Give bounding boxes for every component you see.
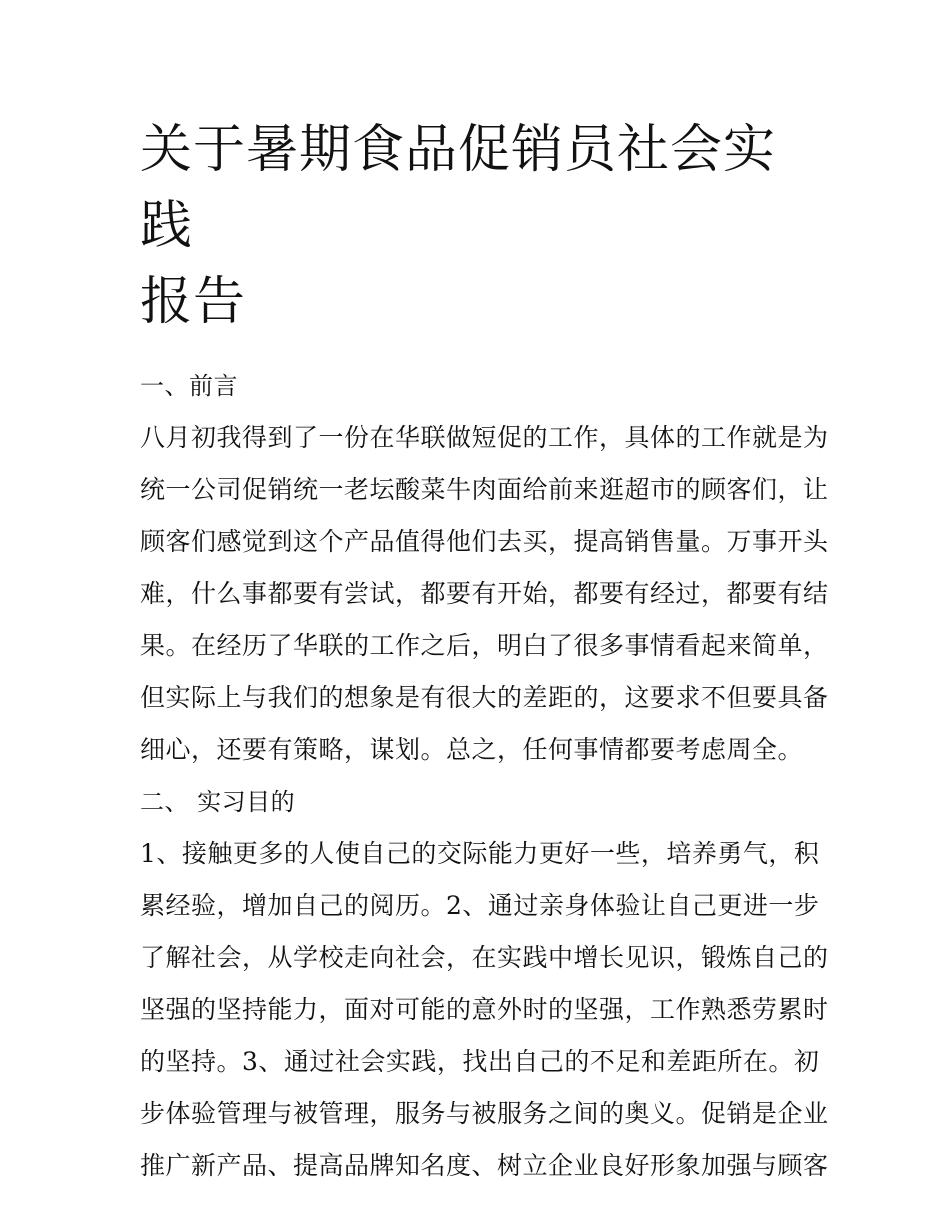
section-preface-body [140,412,829,776]
title-line-2: 报告 [140,272,247,332]
paragraph-line: 但实际上与我们的想象是有很大的差距的，这要求不但要具备 [140,683,829,712]
section-heading-preface: 一、前言 [140,372,238,400]
paragraph-line: 推广新产品、提高品牌知名度、树立企业良好形象加强与顾客 [140,1151,829,1180]
section-purpose-body [140,828,829,1192]
paragraph-line: 统一公司促销统一老坛酸菜牛肉面给前来逛超市的顾客们，让 [140,475,829,504]
paragraph-line: 难，什么事都要有尝试，都要有开始，都要有经过，都要有结 [140,579,829,608]
paragraph-line: 细心，还要有策略，谋划。总之，任何事情都要考虑周全。 [140,735,804,764]
paragraph-line: 累经验，增加自己的阅历。2、通过亲身体验让自己更进一步 [140,891,820,920]
section-heading-purpose: 二、 实习目的 [140,788,296,816]
paragraph-line: 果。在经历了华联的工作之后，明白了很多事情看起来简单， [140,631,829,660]
document-title [140,112,812,340]
paragraph-line: 坚强的坚持能力，面对可能的意外时的坚强，工作熟悉劳累时 [140,995,829,1024]
title-line-1: 关于暑期食品促销员社会实践 [140,120,777,256]
paragraph-line: 步体验管理与被管理，服务与被服务之间的奥义。促销是企业 [140,1099,829,1128]
paragraph-line: 了解社会，从学校走向社会，在实践中增长见识，锻炼自己的 [140,943,829,972]
paragraph-line: 顾客们感觉到这个产品值得他们去买，提高销售量。万事开头 [140,527,829,556]
document-page [140,112,829,1192]
paragraph-line: 八月初我得到了一份在华联做短促的工作，具体的工作就是为 [140,423,829,452]
paragraph-line: 的坚持。3、通过社会实践，找出自己的不足和差距所在。初 [140,1047,820,1076]
paragraph-line: 1、接触更多的人使自己的交际能力更好一些，培养勇气，积 [140,839,820,868]
